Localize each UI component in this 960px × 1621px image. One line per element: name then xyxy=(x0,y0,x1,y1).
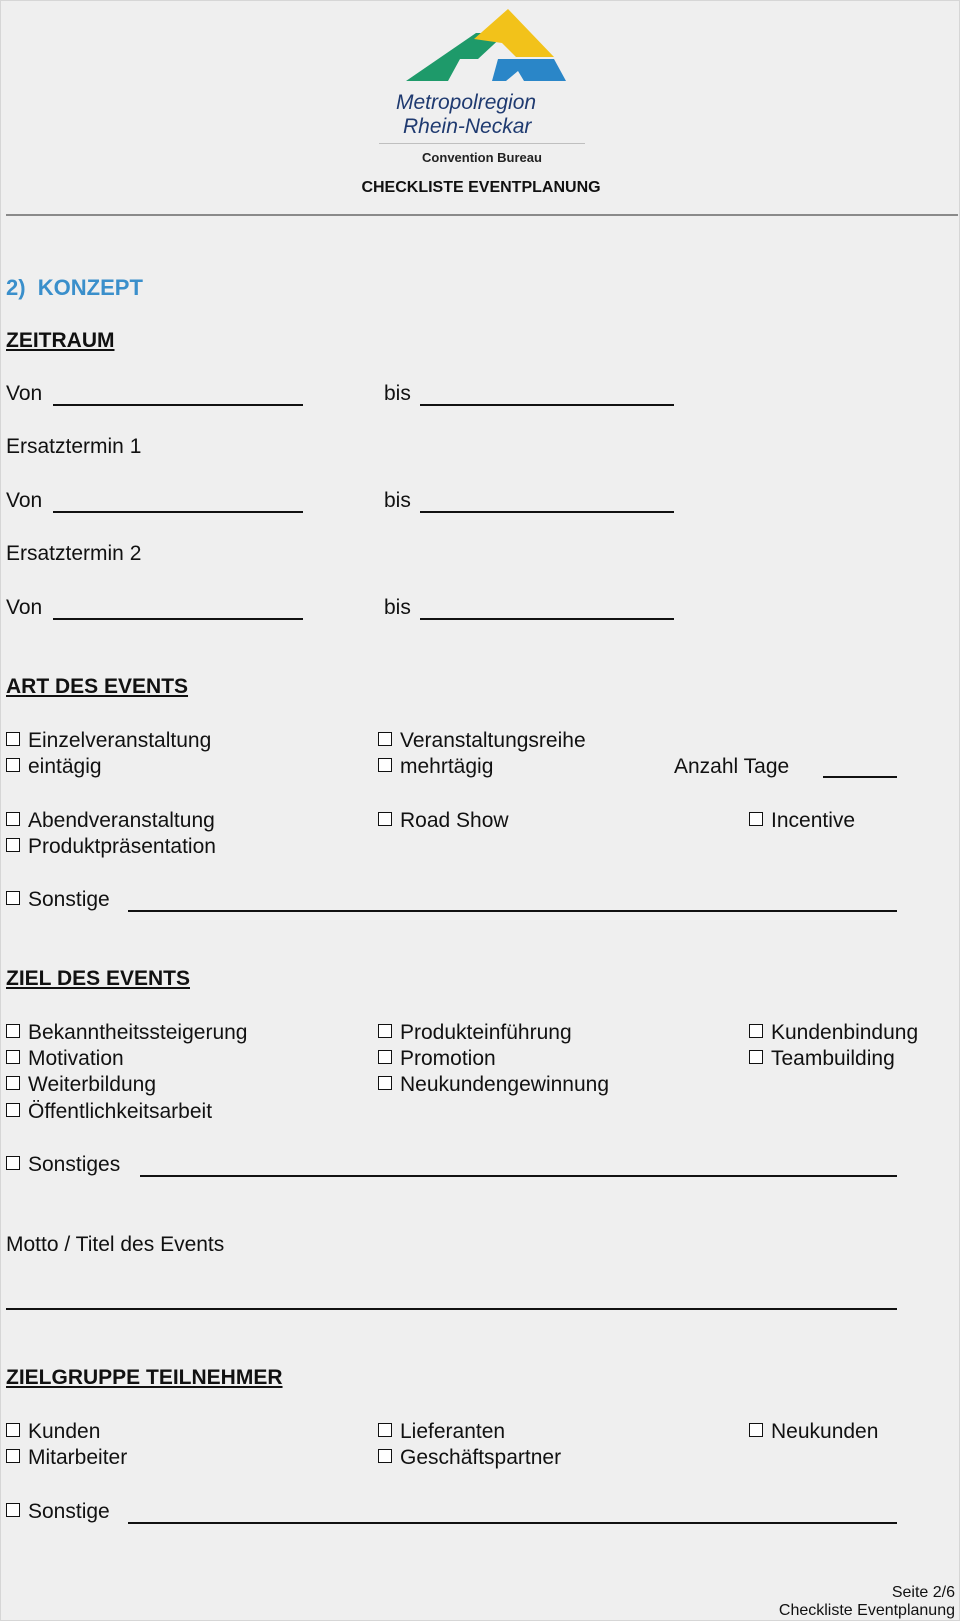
von-label-2: Von xyxy=(6,489,43,512)
checkbox-weiterbildung[interactable]: Weiterbildung xyxy=(6,1073,156,1097)
checkbox-icon[interactable] xyxy=(378,1050,392,1064)
checkbox-promotion[interactable]: Promotion xyxy=(378,1047,496,1071)
checkbox-icon[interactable] xyxy=(6,1024,20,1038)
checkbox-kundenbindung[interactable]: Kundenbindung xyxy=(749,1021,918,1045)
sonstige-art-field[interactable] xyxy=(128,910,897,912)
zeitraum-heading: ZEITRAUM xyxy=(6,329,115,352)
checkbox-icon[interactable] xyxy=(749,1024,763,1038)
checkbox-icon[interactable] xyxy=(6,812,20,826)
checkbox-icon[interactable] xyxy=(378,758,392,772)
checkbox-veranstaltungsreihe[interactable]: Veranstaltungsreihe xyxy=(378,729,586,753)
checkbox-icon[interactable] xyxy=(6,1050,20,1064)
anzahl-tage-label: Anzahl Tage xyxy=(674,755,790,778)
checkbox-motivation[interactable]: Motivation xyxy=(6,1047,124,1071)
ersatztermin-2-label: Ersatztermin 2 xyxy=(6,542,142,565)
checkbox-icon[interactable] xyxy=(6,732,20,746)
motto-field[interactable] xyxy=(6,1308,897,1310)
footer-title: Checkliste Eventplanung xyxy=(778,1602,955,1619)
document-title: CHECKLISTE EVENTPLANUNG xyxy=(361,179,601,196)
checkbox-icon[interactable] xyxy=(749,812,763,826)
checkbox-produkteinfuehrung[interactable]: Produkteinführung xyxy=(378,1021,572,1045)
checkbox-icon[interactable] xyxy=(378,1076,392,1090)
sonstiges-ziel-field[interactable] xyxy=(140,1175,897,1177)
logo-divider xyxy=(379,143,585,144)
ziel-heading: ZIEL DES EVENTS xyxy=(6,967,190,990)
checkbox-icon[interactable] xyxy=(6,1503,20,1517)
checkbox-oeffentlichkeitsarbeit[interactable]: Öffentlichkeitsarbeit xyxy=(6,1100,212,1124)
checkbox-mitarbeiter[interactable]: Mitarbeiter xyxy=(6,1446,127,1470)
checkbox-icon[interactable] xyxy=(6,1423,20,1437)
von-label-1: Von xyxy=(6,382,43,405)
checkbox-sonstiges-ziel[interactable]: Sonstiges xyxy=(6,1153,120,1177)
checkbox-sonstige-zielgruppe[interactable]: Sonstige xyxy=(6,1500,110,1524)
section-title: 2) KONZEPT xyxy=(6,275,143,300)
checkbox-icon[interactable] xyxy=(6,838,20,852)
zielgruppe-heading: ZIELGRUPPE TEILNEHMER xyxy=(6,1366,283,1389)
checkbox-icon[interactable] xyxy=(6,891,20,905)
checkbox-kunden[interactable]: Kunden xyxy=(6,1420,100,1444)
footer-page-number: Seite 2/6 xyxy=(891,1584,955,1601)
von-field-1[interactable] xyxy=(53,404,303,406)
motto-label: Motto / Titel des Events xyxy=(6,1233,225,1256)
checkbox-icon[interactable] xyxy=(6,758,20,772)
von-label-3: Von xyxy=(6,596,43,619)
checkbox-einzelveranstaltung[interactable]: Einzelveranstaltung xyxy=(6,729,211,753)
bis-label-2: bis xyxy=(384,489,411,512)
checkbox-icon[interactable] xyxy=(378,1024,392,1038)
checkbox-icon[interactable] xyxy=(378,1449,392,1463)
checkbox-abendveranstaltung[interactable]: Abendveranstaltung xyxy=(6,809,215,833)
logo-line2: Rhein-Neckar xyxy=(403,115,532,138)
checkbox-icon[interactable] xyxy=(749,1423,763,1437)
logo-subtitle: Convention Bureau xyxy=(422,150,542,165)
bis-label-1: bis xyxy=(384,382,411,405)
checkbox-road-show[interactable]: Road Show xyxy=(378,809,509,833)
checkbox-icon[interactable] xyxy=(378,1423,392,1437)
logo-mark-icon xyxy=(406,9,576,85)
von-field-3[interactable] xyxy=(53,618,303,620)
checkbox-icon[interactable] xyxy=(6,1449,20,1463)
checkbox-icon[interactable] xyxy=(378,732,392,746)
anzahl-tage-field[interactable] xyxy=(823,776,897,778)
checkbox-teambuilding[interactable]: Teambuilding xyxy=(749,1047,895,1071)
checkbox-neukunden[interactable]: Neukunden xyxy=(749,1420,878,1444)
bis-field-3[interactable] xyxy=(420,618,674,620)
checkbox-neukundengewinnung[interactable]: Neukundengewinnung xyxy=(378,1073,609,1097)
checkbox-bekanntheitssteigerung[interactable]: Bekanntheitssteigerung xyxy=(6,1021,248,1045)
sonstige-zielgruppe-field[interactable] xyxy=(128,1522,897,1524)
header-divider xyxy=(6,214,958,216)
checkbox-icon[interactable] xyxy=(6,1156,20,1170)
checkbox-incentive[interactable]: Incentive xyxy=(749,809,855,833)
checkbox-icon[interactable] xyxy=(749,1050,763,1064)
logo-line1: Metropolregion xyxy=(396,91,537,114)
art-heading: ART DES EVENTS xyxy=(6,675,189,698)
checkbox-eintaegig[interactable]: eintägig xyxy=(6,755,102,779)
von-field-2[interactable] xyxy=(53,511,303,513)
checkbox-sonstige-art[interactable]: Sonstige xyxy=(6,888,110,912)
bis-field-1[interactable] xyxy=(420,404,674,406)
checkbox-icon[interactable] xyxy=(6,1103,20,1117)
ersatztermin-1-label: Ersatztermin 1 xyxy=(6,435,142,458)
checkbox-icon[interactable] xyxy=(378,812,392,826)
checkbox-produktpraesentation[interactable]: Produktpräsentation xyxy=(6,835,216,859)
bis-label-3: bis xyxy=(384,596,411,619)
checkbox-mehrtaegig[interactable]: mehrtägig xyxy=(378,755,493,779)
checkbox-lieferanten[interactable]: Lieferanten xyxy=(378,1420,505,1444)
bis-field-2[interactable] xyxy=(420,511,674,513)
checkbox-icon[interactable] xyxy=(6,1076,20,1090)
checkbox-geschaeftspartner[interactable]: Geschäftspartner xyxy=(378,1446,561,1470)
